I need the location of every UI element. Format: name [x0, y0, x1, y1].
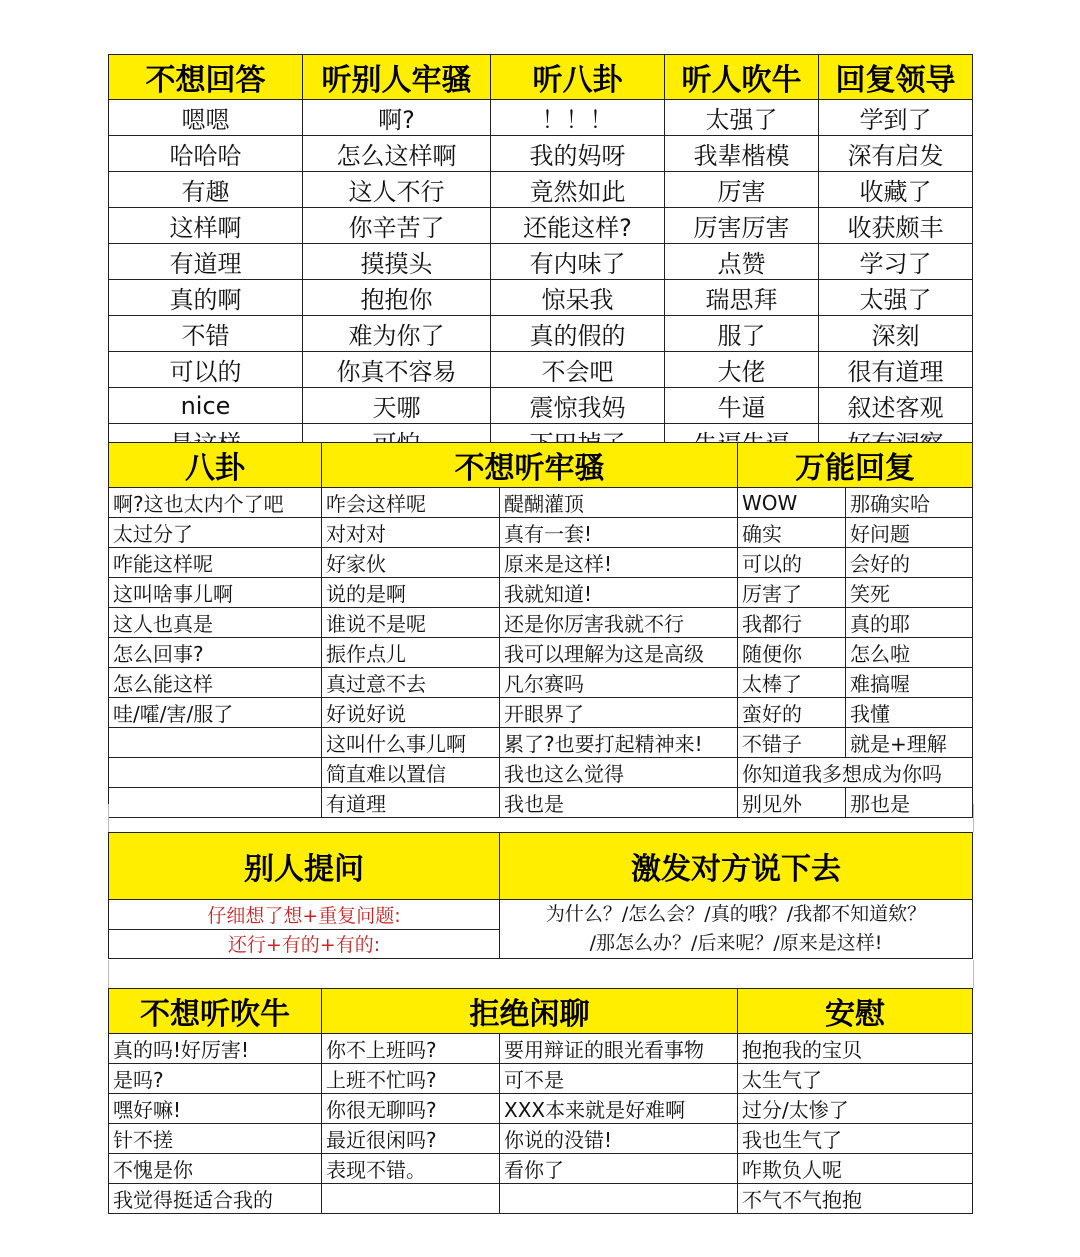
table-cell: 太过分了 — [109, 518, 322, 548]
table-cell: 不会吧 — [491, 352, 665, 388]
table-row — [109, 100, 973, 136]
table-row — [109, 1124, 973, 1154]
table-common-replies — [108, 54, 973, 460]
table-cell: 你很无聊吗? — [322, 1094, 500, 1124]
table-cell: 竟然如此 — [491, 172, 665, 208]
keep-talking-phrases — [500, 900, 973, 959]
header-cell: 听人吹牛 — [665, 55, 819, 100]
table-cell: 这人也真是 — [109, 608, 322, 638]
table-cell: 嗯嗯 — [109, 100, 303, 136]
table-cell: 可以的 — [738, 548, 846, 578]
table-cell: 这叫什么事儿啊 — [322, 728, 500, 758]
table-cell: 太棒了 — [738, 668, 846, 698]
table-cell: 抱抱我的宝贝 — [738, 1034, 973, 1064]
table-gossip-complaints — [108, 442, 973, 818]
header-row — [109, 833, 973, 900]
table-cell: 说的是啊 — [322, 578, 500, 608]
table-cell: 很有道理 — [819, 352, 973, 388]
table-row — [109, 1064, 973, 1094]
table-cell: 看你了 — [500, 1154, 738, 1184]
table-cell: nice — [109, 388, 303, 424]
table-cell: 可以的 — [109, 352, 303, 388]
table-cell: 会好的 — [846, 548, 973, 578]
table-cell: 太生气了 — [738, 1064, 973, 1094]
table-cell: 天哪 — [303, 388, 491, 424]
table-cell: 这人不行 — [303, 172, 491, 208]
table-row — [109, 280, 973, 316]
table-cell: 厉害厉害 — [665, 208, 819, 244]
table-cell: 可不是 — [500, 1064, 738, 1094]
table-row — [109, 698, 973, 728]
table-cell: 对对对 — [322, 518, 500, 548]
table-row — [109, 638, 973, 668]
table-row — [109, 316, 973, 352]
header-cell: 回复领导 — [819, 55, 973, 100]
table-row — [109, 518, 973, 548]
table-cell: 深有启发 — [819, 136, 973, 172]
table-row — [109, 578, 973, 608]
table-cell: 上班不忙吗? — [322, 1064, 500, 1094]
table-cell: 哈哈哈 — [109, 136, 303, 172]
table-cell: 你真不容易 — [303, 352, 491, 388]
table-cell: 难为你了 — [303, 316, 491, 352]
table-cell: 怎么回事? — [109, 638, 322, 668]
header-cell: 听八卦 — [491, 55, 665, 100]
header-no-bragging: 不想听吹牛 — [109, 989, 322, 1034]
table-row — [109, 352, 973, 388]
table-cell: 哇/嚯/害/服了 — [109, 698, 322, 728]
table-cell: 太强了 — [665, 100, 819, 136]
table-cell: 还能这样? — [491, 208, 665, 244]
table-cell: 有内味了 — [491, 244, 665, 280]
table-cell: 不愧是你 — [109, 1154, 322, 1184]
question-tip-1: 仔细想了想+重复问题: — [109, 900, 500, 930]
table-cell: 你知道我多想成为你吗 — [738, 758, 973, 788]
table-row — [109, 900, 973, 930]
table-cell: 真的啊 — [109, 280, 303, 316]
table-cell: WOW — [738, 488, 846, 518]
table-cell: 服了 — [665, 316, 819, 352]
table-cell: 学习了 — [819, 244, 973, 280]
table-cell: 太强了 — [819, 280, 973, 316]
section-gap — [108, 804, 974, 832]
table-cell: 过分/太惨了 — [738, 1094, 973, 1124]
header-asked-question: 别人提问 — [109, 833, 500, 900]
table-row — [109, 488, 973, 518]
table-row — [109, 758, 973, 788]
header-gossip: 八卦 — [109, 443, 322, 488]
table-cell: 我的妈呀 — [491, 136, 665, 172]
table-cell: 学到了 — [819, 100, 973, 136]
table-cell: 是吗? — [109, 1064, 322, 1094]
table-cell: 收获颇丰 — [819, 208, 973, 244]
header-row — [109, 989, 973, 1034]
table-cell: 最近很闲吗? — [322, 1124, 500, 1154]
table-cell: 振作点儿 — [322, 638, 500, 668]
table-cell: 笑死 — [846, 578, 973, 608]
table-cell: 咋会这样呢 — [322, 488, 500, 518]
header-keep-talking: 激发对方说下去 — [500, 833, 973, 900]
table-cell: 谁说不是呢 — [322, 608, 500, 638]
header-refuse-chat: 拒绝闲聊 — [322, 989, 738, 1034]
table-cell: 嘿好嘛! — [109, 1094, 322, 1124]
table-cell: 我可以理解为这是高级 — [500, 638, 738, 668]
table-cell: XXX本来就是好难啊 — [500, 1094, 738, 1124]
table-cell: 我辈楷模 — [665, 136, 819, 172]
table-cell: 我懂 — [846, 698, 973, 728]
table-cell: 难搞喔 — [846, 668, 973, 698]
table-cell: 惊呆我 — [491, 280, 665, 316]
question-tip-2: 还行+有的+有的: — [109, 929, 500, 959]
table-row — [109, 548, 973, 578]
table-cell: 那也是 — [846, 788, 973, 818]
table-cell: 咋能这样呢 — [109, 548, 322, 578]
table-bragging-chat-comfort — [108, 988, 973, 1214]
table-cell: 开眼界了 — [500, 698, 738, 728]
table-cell: 厉害 — [665, 172, 819, 208]
header-cell: 听别人牢骚 — [303, 55, 491, 100]
table-cell: 我都行 — [738, 608, 846, 638]
table-cell: 这叫啥事儿啊 — [109, 578, 322, 608]
table-cell: 醍醐灌顶 — [500, 488, 738, 518]
table-cell: 大佬 — [665, 352, 819, 388]
table-cell: 真过意不去 — [322, 668, 500, 698]
table-cell: 真的吗!好厉害! — [109, 1034, 322, 1064]
table-cell: 别见外 — [738, 788, 846, 818]
table-row — [109, 728, 973, 758]
table-row — [109, 208, 973, 244]
table-cell: 怎么能这样 — [109, 668, 322, 698]
header-cell: 不想回答 — [109, 55, 303, 100]
table-questions — [108, 832, 973, 959]
header-row — [109, 443, 973, 488]
table-row — [109, 1184, 973, 1214]
table-cell: 咋欺负人呢 — [738, 1154, 973, 1184]
table-cell: 有趣 — [109, 172, 303, 208]
table-row — [109, 1154, 973, 1184]
table-cell — [109, 758, 322, 788]
section-gap — [108, 960, 974, 988]
table-cell: 真的假的 — [491, 316, 665, 352]
table-cell: 表现不错。 — [322, 1154, 500, 1184]
table-cell: 怎么这样啊 — [303, 136, 491, 172]
table-cell: 我觉得挺适合我的 — [109, 1184, 322, 1214]
table-cell: 确实 — [738, 518, 846, 548]
table-cell: 累了?也要打起精神来! — [500, 728, 738, 758]
table-cell: 那确实哈 — [846, 488, 973, 518]
table-cell: 随便你 — [738, 638, 846, 668]
table-cell: 叙述客观 — [819, 388, 973, 424]
table-cell: 针不搓 — [109, 1124, 322, 1154]
table-row — [109, 608, 973, 638]
header-universal-reply: 万能回复 — [738, 443, 973, 488]
table-cell: 我也这么觉得 — [500, 758, 738, 788]
table-cell: ！！！ — [491, 100, 665, 136]
table-cell: 这样啊 — [109, 208, 303, 244]
table-cell: 摸摸头 — [303, 244, 491, 280]
table-cell: 蛮好的 — [738, 698, 846, 728]
table-cell: 你说的没错! — [500, 1124, 738, 1154]
table-cell: 点赞 — [665, 244, 819, 280]
table-cell: 怎么啦 — [846, 638, 973, 668]
table-cell: 我也生气了 — [738, 1124, 973, 1154]
table-row — [109, 244, 973, 280]
table-cell: 真的耶 — [846, 608, 973, 638]
table-cell: 你不上班吗? — [322, 1034, 500, 1064]
table-cell: 你辛苦了 — [303, 208, 491, 244]
table-cell: 简直难以置信 — [322, 758, 500, 788]
table-cell: 有道理 — [109, 244, 303, 280]
table-cell: 不错子 — [738, 728, 846, 758]
header-comfort: 安慰 — [738, 989, 973, 1034]
header-row — [109, 55, 973, 100]
table-cell: 牛逼 — [665, 388, 819, 424]
table-cell: 我就知道! — [500, 578, 738, 608]
table-cell: 要用辩证的眼光看事物 — [500, 1034, 738, 1064]
table-cell: 收藏了 — [819, 172, 973, 208]
keep-talking-line-2: /那怎么办？/后来呢？/原来是这样! — [589, 932, 883, 954]
table-cell: 就是+理解 — [846, 728, 973, 758]
table-row — [109, 388, 973, 424]
table-cell — [322, 1184, 500, 1214]
table-cell: 震惊我妈 — [491, 388, 665, 424]
table-cell: 原来是这样! — [500, 548, 738, 578]
table-row — [109, 172, 973, 208]
table-cell: 啊?这也太内个了吧 — [109, 488, 322, 518]
table-row — [109, 1094, 973, 1124]
keep-talking-line-1: 为什么？/怎么会？/真的哦？/我都不知道欸？ — [545, 903, 927, 925]
table-cell: 好问题 — [846, 518, 973, 548]
table-cell: 凡尔赛吗 — [500, 668, 738, 698]
table-cell: 厉害了 — [738, 578, 846, 608]
table-cell — [500, 1184, 738, 1214]
table-cell: 真有一套! — [500, 518, 738, 548]
table-cell: 我也是 — [500, 788, 738, 818]
table-row — [109, 1034, 973, 1064]
table-cell: 瑞思拜 — [665, 280, 819, 316]
table-cell — [109, 728, 322, 758]
table-row — [109, 668, 973, 698]
table-cell: 深刻 — [819, 316, 973, 352]
table-cell: 好说好说 — [322, 698, 500, 728]
table-row — [109, 136, 973, 172]
table-cell: 有道理 — [322, 788, 500, 818]
table-cell: 好家伙 — [322, 548, 500, 578]
header-no-complaints: 不想听牢骚 — [322, 443, 738, 488]
table-cell: 不错 — [109, 316, 303, 352]
table-cell: 抱抱你 — [303, 280, 491, 316]
table-cell: 不气不气抱抱 — [738, 1184, 973, 1214]
table-cell: 还是你厉害我就不行 — [500, 608, 738, 638]
table-cell: 啊? — [303, 100, 491, 136]
